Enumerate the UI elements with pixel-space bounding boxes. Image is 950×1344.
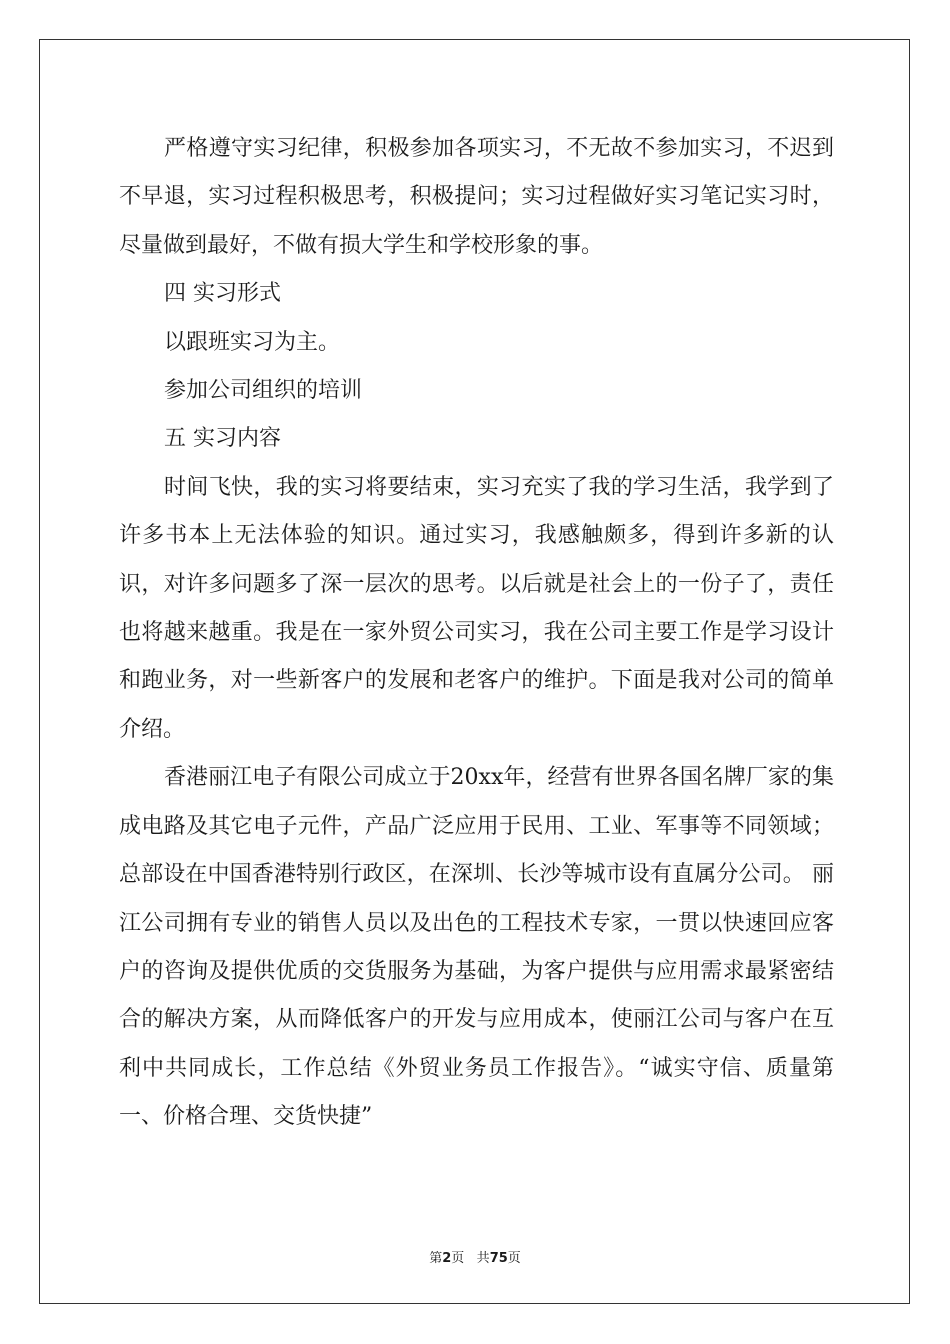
paragraph-company-intro: 香港丽江电子有限公司成立于20xx年，经营有世界各国名牌厂家的集成电路及其它电子元件，产品广泛应用于民用、工业、军事等不同领域；总部设在中国香港特别行政区，在深圳、长沙等城市设有直属分公司。 丽江公司拥有专业的销售人员以及出色的工程技术专家，一贯以快速回应客户的咨询及提供优质的交货服务为基础，为客户提供与应用需求最紧密结合的解决方案，从而降低客户的开发与应用成本，使丽江公司与客户在互利中共同成长，工作总结《外贸业务员工作报告》。“诚实守信、质量第一、价格合理、交货快捷” <box>119 765 834 1130</box>
paragraph-reflection: 时间飞快，我的实习将要结束，实习充实了我的学习生活，我学到了许多书本上无法体验的知识。通过实习，我感触颇多，得到许多新的认识，对许多问题多了深一层次的思考。以后就是社会上的一份子了，责任也将越来越重。我是在一家外贸公司实习，我在公司主要工作是学习设计和跑业务，对一些新客户的发展和老客户的维护。下面是我对公司的简单介绍。 <box>119 474 834 742</box>
paragraph-discipline: 严格遵守实习纪律，积极参加各项实习，不无故不参加实习，不迟到不早退，实习过程积极思考，积极提问；实习过程做好实习笔记实习时，尽量做到最好，不做有损大学生和学校形象的事。 <box>119 136 834 258</box>
footer-total-unit: 页 <box>507 1251 521 1266</box>
footer-prefix: 第 <box>429 1251 443 1266</box>
paragraph-training: 参加公司组织的培训 <box>164 378 363 404</box>
footer-current-page: 2 <box>442 1251 452 1266</box>
footer-total-pages: 75 <box>489 1251 508 1266</box>
paragraph-follow-class: 以跟班实习为主。 <box>164 329 341 355</box>
page-footer <box>0 1247 950 1266</box>
footer-page-unit: 页 <box>451 1251 465 1266</box>
heading-internship-content: 五 实习内容 <box>164 426 281 452</box>
document-body <box>119 125 834 1142</box>
footer-total-prefix: 共 <box>476 1251 490 1266</box>
heading-internship-form: 四 实习形式 <box>164 281 281 307</box>
